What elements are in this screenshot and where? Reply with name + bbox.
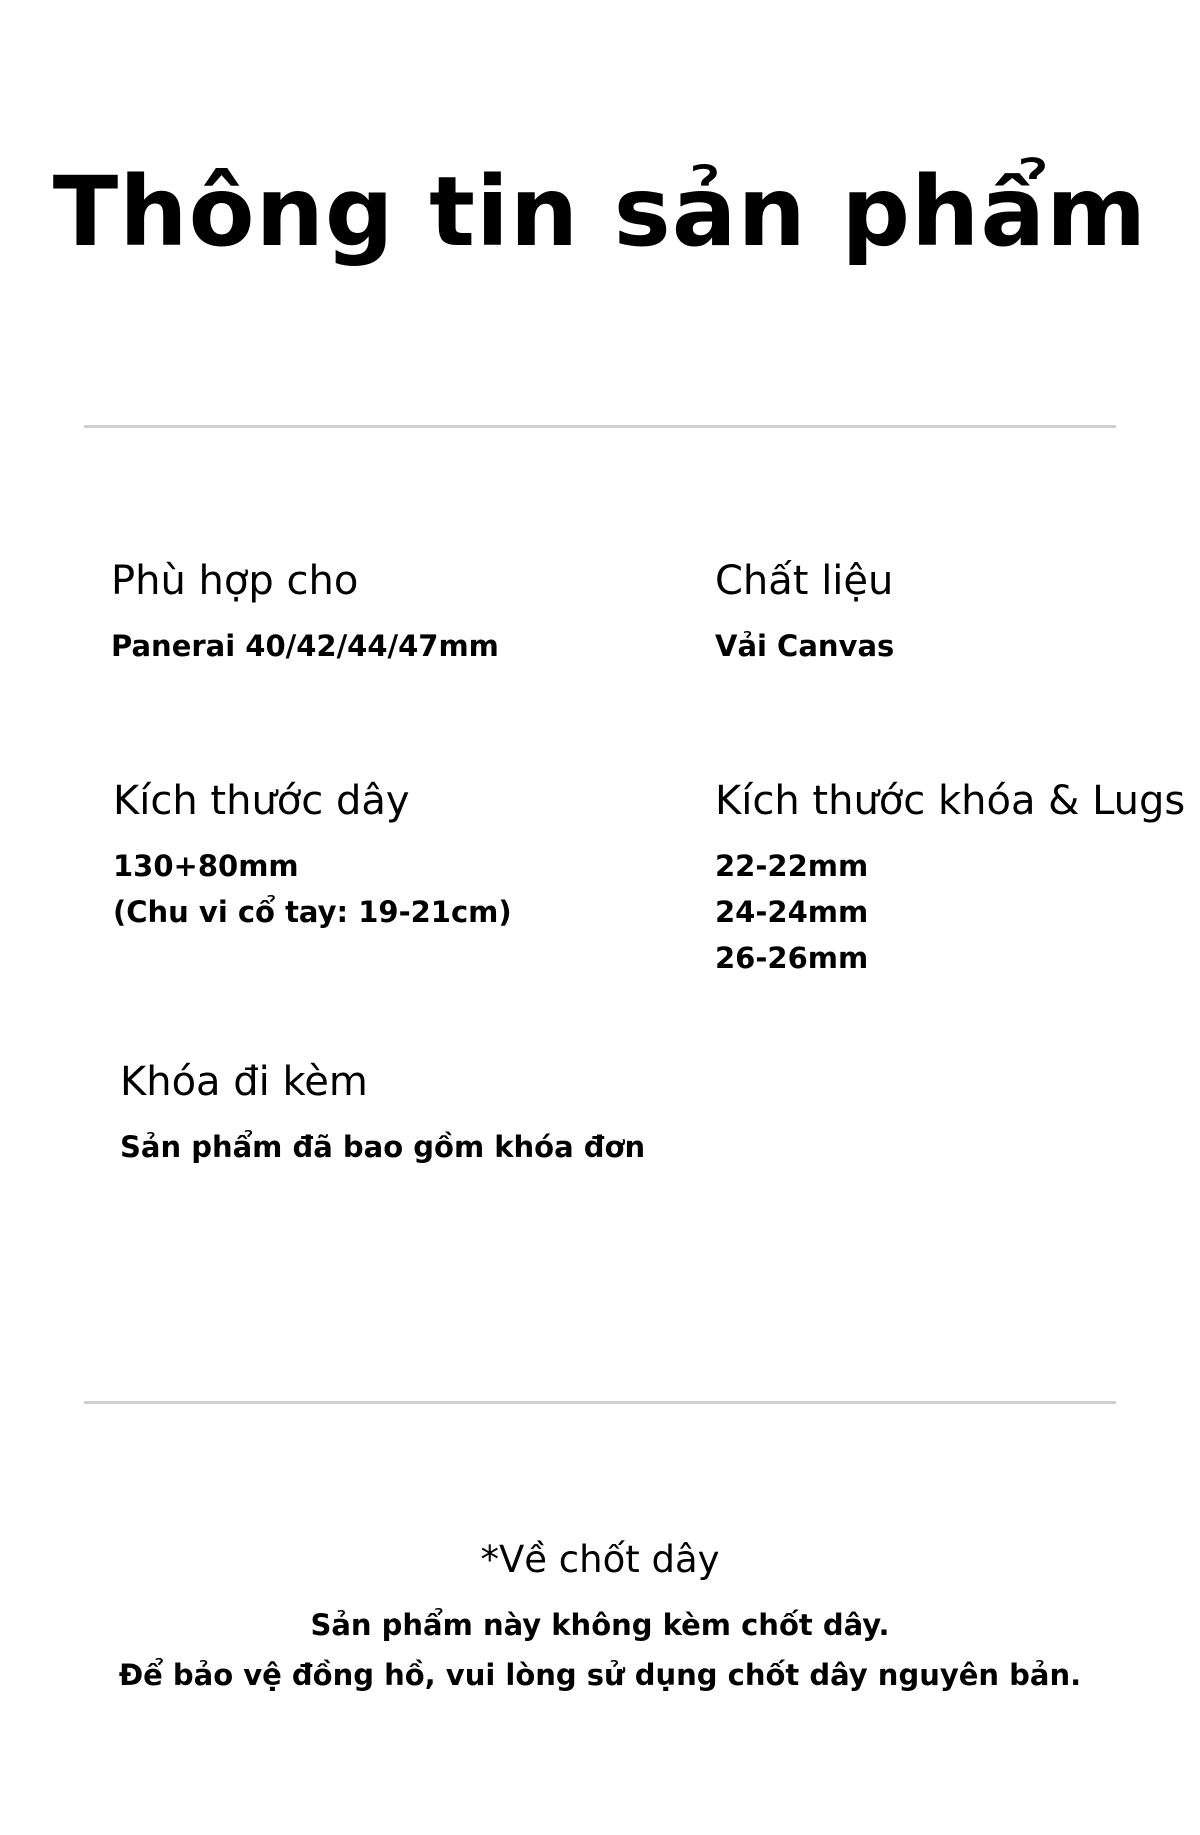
pin-note-line-2: Để bảo vệ đồng hồ, vui lòng sử dụng chốt dây nguyên bản. — [118, 1658, 1082, 1693]
spec-fit-label: Phù hợp cho — [111, 558, 359, 604]
bottom-divider — [84, 1401, 1116, 1404]
pin-note — [0, 1538, 1200, 1700]
page-title: Thông tin sản phẩm — [52, 156, 1148, 268]
spec-strap-size-wrist: (Chu vi cổ tay: 19-21cm) — [113, 895, 512, 929]
top-divider — [84, 425, 1116, 428]
spec-fit-value: Panerai 40/42/44/47mm — [111, 629, 499, 663]
spec-buckle-lugs — [715, 777, 1185, 981]
spec-material-value: Vải Canvas — [715, 629, 895, 663]
spec-buckle-value: Sản phẩm đã bao gồm khóa đơn — [120, 1130, 646, 1164]
spec-strap-size-length: 130+80mm — [113, 849, 299, 883]
spec-fit — [111, 557, 499, 669]
spec-material-label: Chất liệu — [715, 558, 894, 604]
spec-buckle-lugs-label: Kích thước khóa & Lugs — [715, 778, 1186, 824]
spec-material — [715, 557, 894, 669]
spec-buckle-label: Khóa đi kèm — [120, 1059, 368, 1105]
spec-strap-size — [113, 777, 512, 935]
spec-buckle — [120, 1058, 645, 1170]
pin-note-line-1: Sản phẩm này không kèm chốt dây. — [310, 1608, 890, 1643]
spec-buckle-lugs-size-2: 24-24mm — [715, 895, 869, 929]
spec-buckle-lugs-size-1: 22-22mm — [715, 849, 869, 883]
spec-buckle-lugs-size-3: 26-26mm — [715, 941, 869, 975]
pin-note-label: *Về chốt dây — [480, 1538, 720, 1581]
spec-strap-size-label: Kích thước dây — [113, 778, 410, 824]
